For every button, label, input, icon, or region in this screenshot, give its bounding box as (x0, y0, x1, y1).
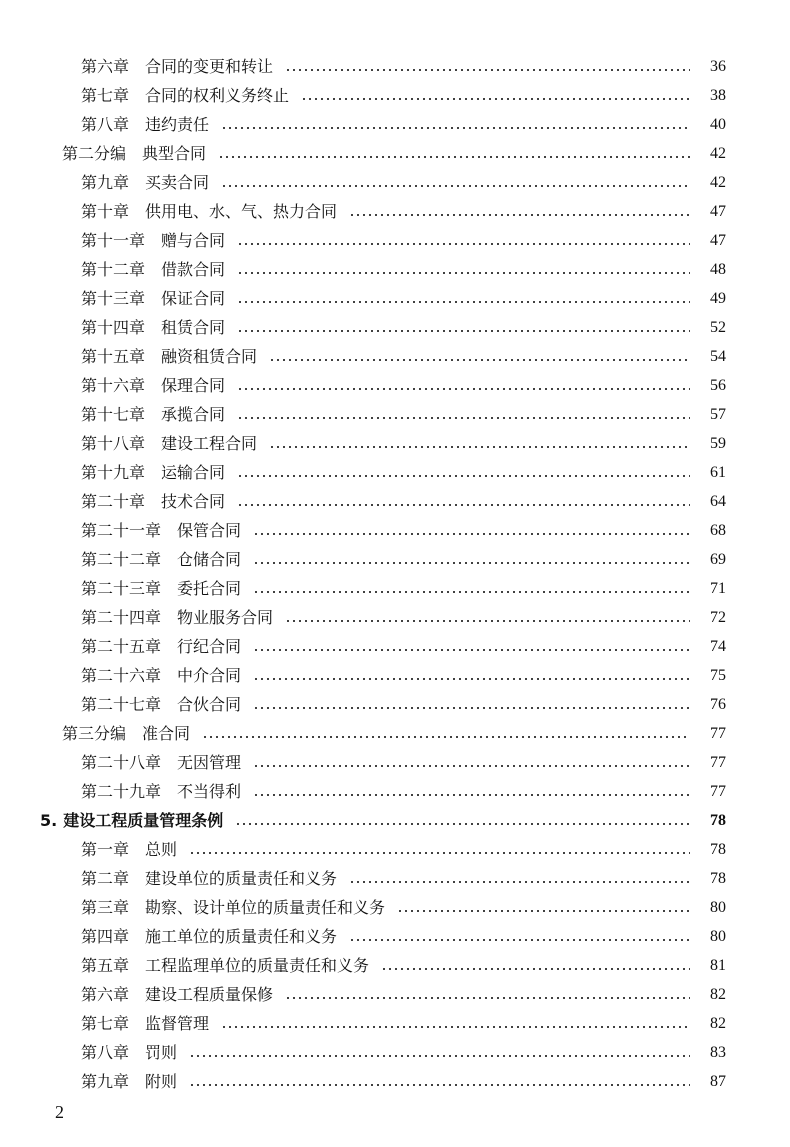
dot-leader (285, 620, 690, 622)
toc-entry-title: 委托合同 (177, 579, 242, 598)
dot-leader (349, 939, 690, 941)
toc-entry-title: 仓储合同 (177, 550, 242, 569)
toc-entry-page: 48 (710, 261, 726, 278)
toc-entry-page: 69 (710, 551, 726, 568)
toc-entry-page: 76 (710, 696, 726, 713)
toc-entry-chapter[interactable] (0, 1009, 790, 1038)
toc-entry-number: 第六章 (81, 57, 130, 76)
toc-entry-number: 第二十章 (81, 492, 146, 511)
toc-entry-number: 第二十二章 (81, 550, 162, 569)
toc-entry-page: 77 (710, 783, 726, 800)
toc-entry-page: 78 (710, 841, 726, 858)
dot-leader (381, 968, 690, 970)
toc-entry-title: 赠与合同 (161, 231, 226, 250)
dot-leader (189, 1055, 690, 1057)
toc-entry-chapter[interactable] (0, 603, 790, 632)
toc-entry-page: 42 (710, 174, 726, 191)
dot-leader (237, 272, 690, 274)
toc-entry-page: 40 (710, 116, 726, 133)
toc-entry-number: 第二十五章 (81, 637, 162, 656)
dot-leader (221, 185, 690, 187)
toc-entry-number: 第十三章 (81, 289, 146, 308)
toc-entry-title: 租赁合同 (161, 318, 226, 337)
toc-entry-title: 不当得利 (177, 782, 242, 801)
toc-entry-chapter[interactable] (0, 516, 790, 545)
toc-entry-page: 83 (710, 1044, 726, 1061)
dot-leader (253, 562, 690, 564)
dot-leader (237, 504, 690, 506)
dot-leader (237, 301, 690, 303)
dot-leader (269, 446, 690, 448)
toc-entry-part[interactable] (0, 139, 790, 168)
toc-entry-number: 第十章 (81, 202, 130, 221)
toc-entry-title: 勘察、设计单位的质量责任和义务 (145, 898, 386, 917)
toc-entry-chapter[interactable] (0, 110, 790, 139)
dot-leader (235, 823, 690, 825)
dot-leader (221, 127, 690, 129)
toc-entry-law[interactable] (0, 806, 790, 835)
toc-entry-title: 供用电、水、气、热力合同 (145, 202, 338, 221)
toc-entry-title: 总则 (145, 840, 178, 859)
toc-entry-title: 工程监理单位的质量责任和义务 (145, 956, 370, 975)
toc-entry-page: 72 (710, 609, 726, 626)
toc-entry-number: 第六章 (81, 985, 130, 1004)
toc-entry-title: 运输合同 (161, 463, 226, 482)
toc-entry-chapter[interactable] (0, 661, 790, 690)
toc-entry-number: 第三章 (81, 898, 130, 917)
toc-entry-page: 77 (710, 754, 726, 771)
toc-entry-page: 61 (710, 464, 726, 481)
toc-entry-number: 第二十七章 (81, 695, 162, 714)
toc-entry-title: 保理合同 (161, 376, 226, 395)
dot-leader (253, 533, 690, 535)
dot-leader (221, 1026, 690, 1028)
toc-entry-title: 典型合同 (142, 144, 207, 163)
toc-entry-chapter[interactable] (0, 748, 790, 777)
toc-entry-title: 违约责任 (145, 115, 210, 134)
toc-entry-page: 75 (710, 667, 726, 684)
dot-leader (237, 475, 690, 477)
toc-entry-part[interactable] (0, 719, 790, 748)
dot-leader (237, 243, 690, 245)
toc-entry-number: 第二十四章 (81, 608, 162, 627)
toc-entry-page: 57 (710, 406, 726, 423)
toc-entry-page: 82 (710, 1015, 726, 1032)
toc-entry-page: 47 (710, 232, 726, 249)
toc-entry-chapter[interactable] (0, 284, 790, 313)
toc-entry-number: 5. (40, 811, 58, 830)
toc-entry-number: 第十一章 (81, 231, 146, 250)
toc-entry-title: 保证合同 (161, 289, 226, 308)
toc-entry-page: 74 (710, 638, 726, 655)
dot-leader (237, 330, 690, 332)
dot-leader (301, 98, 690, 100)
toc-entry-title: 行纪合同 (177, 637, 242, 656)
toc-entry-chapter[interactable] (0, 980, 790, 1009)
toc-entry-page: 64 (710, 493, 726, 510)
toc-entry-title: 合伙合同 (177, 695, 242, 714)
toc-entry-chapter[interactable] (0, 1067, 790, 1096)
toc-entry-title: 监督管理 (145, 1014, 210, 1033)
page-number: 2 (55, 1102, 64, 1122)
toc-entry-page: 68 (710, 522, 726, 539)
toc-entry-chapter[interactable] (0, 226, 790, 255)
toc-entry-title: 保管合同 (177, 521, 242, 540)
toc-entry-chapter[interactable] (0, 458, 790, 487)
dot-leader (253, 794, 690, 796)
toc-entry-number: 第二分编 (62, 144, 127, 163)
dot-leader (285, 69, 690, 71)
toc-entry-title: 借款合同 (161, 260, 226, 279)
toc-entry-page: 59 (710, 435, 726, 452)
toc-entry-title: 合同的变更和转让 (145, 57, 274, 76)
toc-entry-number: 第一章 (81, 840, 130, 859)
toc-entry-chapter[interactable] (0, 777, 790, 806)
toc-entry-title: 罚则 (145, 1043, 178, 1062)
toc-entry-title: 买卖合同 (145, 173, 210, 192)
toc-entry-chapter[interactable] (0, 371, 790, 400)
toc-entry-chapter[interactable] (0, 545, 790, 574)
toc-entry-chapter[interactable] (0, 429, 790, 458)
toc-entry-title: 物业服务合同 (177, 608, 274, 627)
dot-leader (189, 1084, 690, 1086)
dot-leader (237, 388, 690, 390)
toc-entry-chapter[interactable] (0, 922, 790, 951)
dot-leader (202, 736, 690, 738)
toc-entry-chapter[interactable] (0, 487, 790, 516)
toc-entry-number: 第十四章 (81, 318, 146, 337)
toc-entry-number: 第八章 (81, 1043, 130, 1062)
toc-entry-title: 附则 (145, 1072, 178, 1091)
dot-leader (253, 678, 690, 680)
dot-leader (349, 214, 690, 216)
toc-entry-number: 第十六章 (81, 376, 146, 395)
toc-entry-page: 71 (710, 580, 726, 597)
toc-entry-page: 54 (710, 348, 726, 365)
toc-entry-chapter[interactable] (0, 342, 790, 371)
toc-entry-title: 中介合同 (177, 666, 242, 685)
toc-entry-page: 78 (710, 870, 726, 887)
toc-entry-page: 49 (710, 290, 726, 307)
toc-entry-page: 87 (710, 1073, 726, 1090)
dot-leader (218, 156, 690, 158)
toc-entry-chapter[interactable] (0, 1038, 790, 1067)
toc-entry-page: 81 (710, 957, 726, 974)
toc-entry-page: 42 (710, 145, 726, 162)
toc-entry-number: 第八章 (81, 115, 130, 134)
toc-entry-title: 承揽合同 (161, 405, 226, 424)
dot-leader (253, 765, 690, 767)
toc-entry-page: 52 (710, 319, 726, 336)
toc-entry-page: 82 (710, 986, 726, 1003)
toc-entry-page: 56 (710, 377, 726, 394)
toc-entry-page: 47 (710, 203, 726, 220)
toc-entry-title: 建设工程质量管理条例 (63, 811, 224, 830)
toc-entry-chapter[interactable] (0, 168, 790, 197)
toc-entry-chapter[interactable] (0, 400, 790, 429)
table-of-contents (0, 52, 790, 1096)
toc-entry-chapter[interactable] (0, 835, 790, 864)
toc-entry-chapter[interactable] (0, 81, 790, 110)
toc-entry-chapter[interactable] (0, 313, 790, 342)
toc-entry-title: 技术合同 (161, 492, 226, 511)
toc-entry-number: 第二章 (81, 869, 130, 888)
toc-entry-number: 第二十一章 (81, 521, 162, 540)
toc-entry-number: 第三分编 (62, 724, 127, 743)
toc-entry-number: 第十八章 (81, 434, 146, 453)
toc-entry-chapter[interactable] (0, 197, 790, 226)
toc-entry-chapter[interactable] (0, 574, 790, 603)
toc-entry-page: 80 (710, 928, 726, 945)
toc-entry-number: 第十七章 (81, 405, 146, 424)
toc-entry-number: 第四章 (81, 927, 130, 946)
toc-entry-chapter[interactable] (0, 690, 790, 719)
dot-leader (253, 649, 690, 651)
toc-entry-number: 第九章 (81, 173, 130, 192)
dot-leader (349, 881, 690, 883)
dot-leader (189, 852, 690, 854)
dot-leader (253, 591, 690, 593)
toc-entry-title: 无因管理 (177, 753, 242, 772)
toc-entry-number: 第二十三章 (81, 579, 162, 598)
toc-entry-title: 建设工程质量保修 (145, 985, 274, 1004)
toc-entry-page: 80 (710, 899, 726, 916)
toc-entry-number: 第二十六章 (81, 666, 162, 685)
dot-leader (269, 359, 690, 361)
toc-entry-page: 38 (710, 87, 726, 104)
toc-entry-title: 合同的权利义务终止 (145, 86, 290, 105)
dot-leader (237, 417, 690, 419)
toc-entry-number: 第二十九章 (81, 782, 162, 801)
toc-entry-page: 78 (710, 812, 726, 829)
toc-entry-number: 第二十八章 (81, 753, 162, 772)
toc-entry-chapter[interactable] (0, 255, 790, 284)
toc-entry-chapter[interactable] (0, 893, 790, 922)
dot-leader (285, 997, 690, 999)
toc-entry-title: 建设单位的质量责任和义务 (145, 869, 338, 888)
toc-entry-page: 77 (710, 725, 726, 742)
toc-entry-number: 第五章 (81, 956, 130, 975)
toc-entry-number: 第十二章 (81, 260, 146, 279)
toc-entry-number: 第十九章 (81, 463, 146, 482)
dot-leader (253, 707, 690, 709)
toc-entry-title: 施工单位的质量责任和义务 (145, 927, 338, 946)
toc-entry-page: 36 (710, 58, 726, 75)
toc-entry-title: 融资租赁合同 (161, 347, 258, 366)
toc-entry-chapter[interactable] (0, 864, 790, 893)
toc-entry-chapter[interactable] (0, 632, 790, 661)
toc-entry-number: 第十五章 (81, 347, 146, 366)
toc-entry-title: 建设工程合同 (161, 434, 258, 453)
toc-entry-title: 准合同 (142, 724, 191, 743)
toc-entry-chapter[interactable] (0, 52, 790, 81)
toc-entry-number: 第九章 (81, 1072, 130, 1091)
toc-entry-number: 第七章 (81, 86, 130, 105)
toc-entry-number: 第七章 (81, 1014, 130, 1033)
dot-leader (397, 910, 690, 912)
toc-entry-chapter[interactable] (0, 951, 790, 980)
